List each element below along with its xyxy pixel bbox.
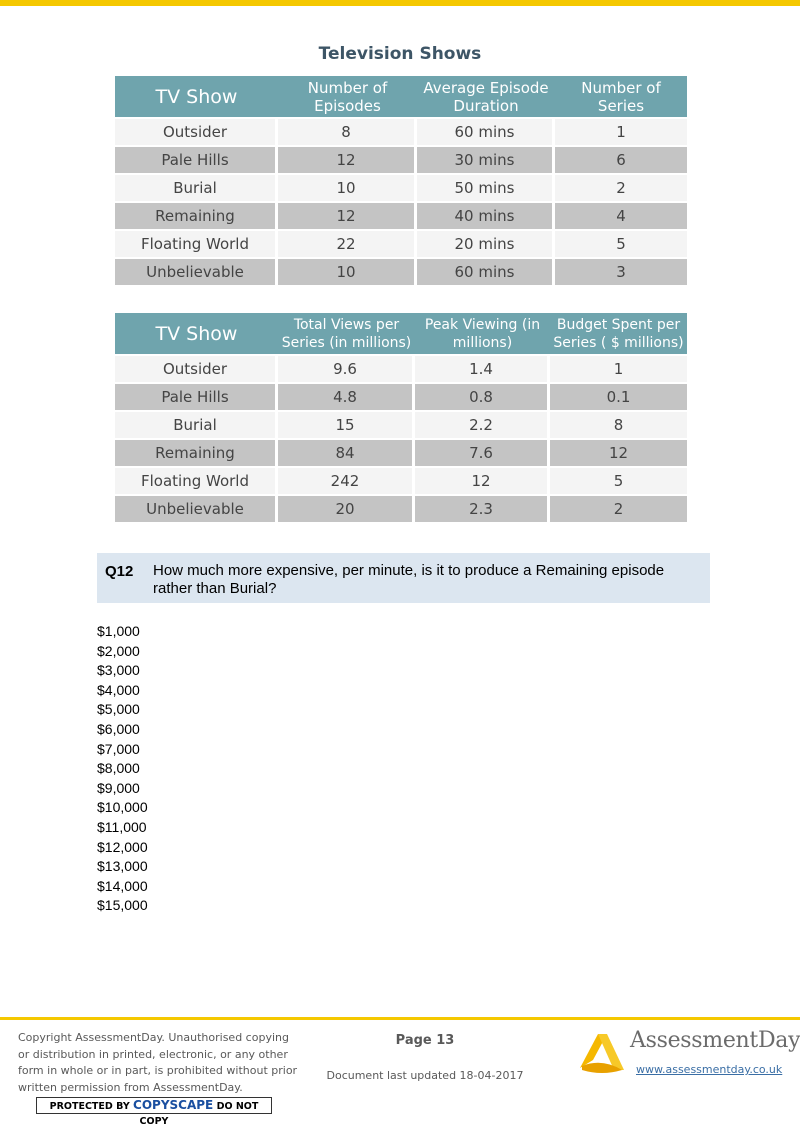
table-cell: Burial: [115, 412, 278, 440]
table-row: [115, 384, 687, 412]
table-cell: 1: [555, 119, 687, 147]
table-cell: 8: [278, 119, 417, 147]
top-accent-bar: [0, 0, 800, 6]
table-cell: 12: [415, 468, 550, 496]
answer-option[interactable]: $6,000: [97, 720, 140, 737]
answer-option[interactable]: $13,000: [97, 858, 148, 875]
table-header-row: [115, 313, 687, 356]
table-cell: 20: [278, 496, 415, 524]
answer-option[interactable]: $3,000: [97, 662, 140, 679]
table-cell: 8: [550, 412, 687, 440]
answer-option[interactable]: $8,000: [97, 760, 140, 777]
answer-option[interactable]: $10,000: [97, 799, 148, 816]
table-cell: 3: [555, 259, 687, 287]
column-header: Budget Spent per Series ( $ millions): [550, 313, 687, 356]
column-header: Number of Episodes: [278, 76, 417, 119]
table-cell: 7.6: [415, 440, 550, 468]
table-cell: 9.6: [278, 356, 415, 384]
table-cell: 0.8: [415, 384, 550, 412]
column-header: Average Episode Duration: [417, 76, 555, 119]
table-cell: Unbelievable: [115, 496, 278, 524]
table-cell: 5: [550, 468, 687, 496]
table-cell: 2: [550, 496, 687, 524]
table-row: [115, 440, 687, 468]
question-box: [97, 553, 710, 603]
answer-options: [97, 622, 148, 916]
viewing-budget-table: [115, 313, 687, 524]
table-cell: Remaining: [115, 203, 278, 231]
answer-option[interactable]: $14,000: [97, 877, 148, 894]
answer-option[interactable]: $9,000: [97, 779, 140, 796]
table-cell: 50 mins: [417, 175, 555, 203]
table-cell: 60 mins: [417, 259, 555, 287]
table-row: [115, 231, 687, 259]
table-cell: 30 mins: [417, 147, 555, 175]
table-row: [115, 412, 687, 440]
copyscape-badge[interactable]: [36, 1097, 272, 1127]
column-header: TV Show: [115, 76, 278, 119]
table-cell: 1.4: [415, 356, 550, 384]
table-cell: Floating World: [115, 468, 278, 496]
last-updated: Document last updated 18-04-2017: [326, 1069, 524, 1082]
table-cell: Remaining: [115, 440, 278, 468]
table-cell: 12: [278, 147, 417, 175]
table-cell: 12: [278, 203, 417, 231]
column-header: Peak Viewing (in millions): [415, 313, 550, 356]
table-cell: 2.3: [415, 496, 550, 524]
table-row: [115, 468, 687, 496]
footer-divider: [0, 1017, 800, 1020]
table-cell: 60 mins: [417, 119, 555, 147]
table-row: [115, 203, 687, 231]
brand-name: AssessmentDay: [630, 1028, 800, 1053]
table-cell: Floating World: [115, 231, 278, 259]
table-row: [115, 175, 687, 203]
table-row: [115, 356, 687, 384]
table-cell: 4: [555, 203, 687, 231]
answer-option[interactable]: $2,000: [97, 642, 140, 659]
table-cell: 10: [278, 175, 417, 203]
page-number: Page 13: [395, 1033, 455, 1048]
table-cell: Burial: [115, 175, 278, 203]
website-link[interactable]: www.assessmentday.co.uk: [636, 1063, 783, 1076]
table-cell: Pale Hills: [115, 384, 278, 412]
copyscape-prefix: PROTECTED BY: [49, 1101, 130, 1112]
table-cell: Outsider: [115, 356, 278, 384]
table-row: [115, 259, 687, 287]
answer-option[interactable]: $7,000: [97, 740, 140, 757]
copyscape-brand: COPYSCAPE: [133, 1098, 214, 1112]
table-cell: Pale Hills: [115, 147, 278, 175]
table-row: [115, 147, 687, 175]
table-cell: 5: [555, 231, 687, 259]
page-title: Television Shows: [318, 44, 482, 64]
table-cell: Outsider: [115, 119, 278, 147]
table-cell: 10: [278, 259, 417, 287]
assessmentday-logo-icon: [578, 1030, 626, 1076]
answer-option[interactable]: $4,000: [97, 681, 140, 698]
table-cell: 6: [555, 147, 687, 175]
answer-option[interactable]: $11,000: [97, 818, 147, 835]
table-row: [115, 496, 687, 524]
column-header: Number of Series: [555, 76, 687, 119]
table-cell: 2: [555, 175, 687, 203]
table-cell: 0.1: [550, 384, 687, 412]
question-number: Q12: [105, 563, 134, 580]
table-cell: 2.2: [415, 412, 550, 440]
answer-option[interactable]: $1,000: [97, 623, 140, 639]
table-cell: 242: [278, 468, 415, 496]
column-header: TV Show: [115, 313, 278, 356]
table-cell: 4.8: [278, 384, 415, 412]
table-header-row: [115, 76, 687, 119]
table-cell: 12: [550, 440, 687, 468]
answer-option[interactable]: $15,000: [97, 897, 148, 914]
answer-option[interactable]: $5,000: [97, 701, 140, 718]
table-row: [115, 119, 687, 147]
table-cell: 40 mins: [417, 203, 555, 231]
copyright-notice: Copyright AssessmentDay. Unauthorised copying or distribution in printed, electronic, or any other form in whole or in part, is prohibited without prior written permission from AssessmentDay.: [18, 1031, 298, 1094]
table-cell: 20 mins: [417, 231, 555, 259]
table-cell: 22: [278, 231, 417, 259]
column-header: Total Views per Series (in millions): [278, 313, 415, 356]
table-cell: 1: [550, 356, 687, 384]
question-text: How much more expensive, per minute, is it to produce a Remaining episode rather than Burial?: [153, 562, 665, 597]
table-cell: 84: [278, 440, 415, 468]
table-cell: Unbelievable: [115, 259, 278, 287]
answer-option[interactable]: $12,000: [97, 838, 148, 855]
table-cell: 15: [278, 412, 415, 440]
episodes-table: [115, 76, 687, 287]
copyscape-suffix: DO NOT COPY: [139, 1101, 259, 1127]
